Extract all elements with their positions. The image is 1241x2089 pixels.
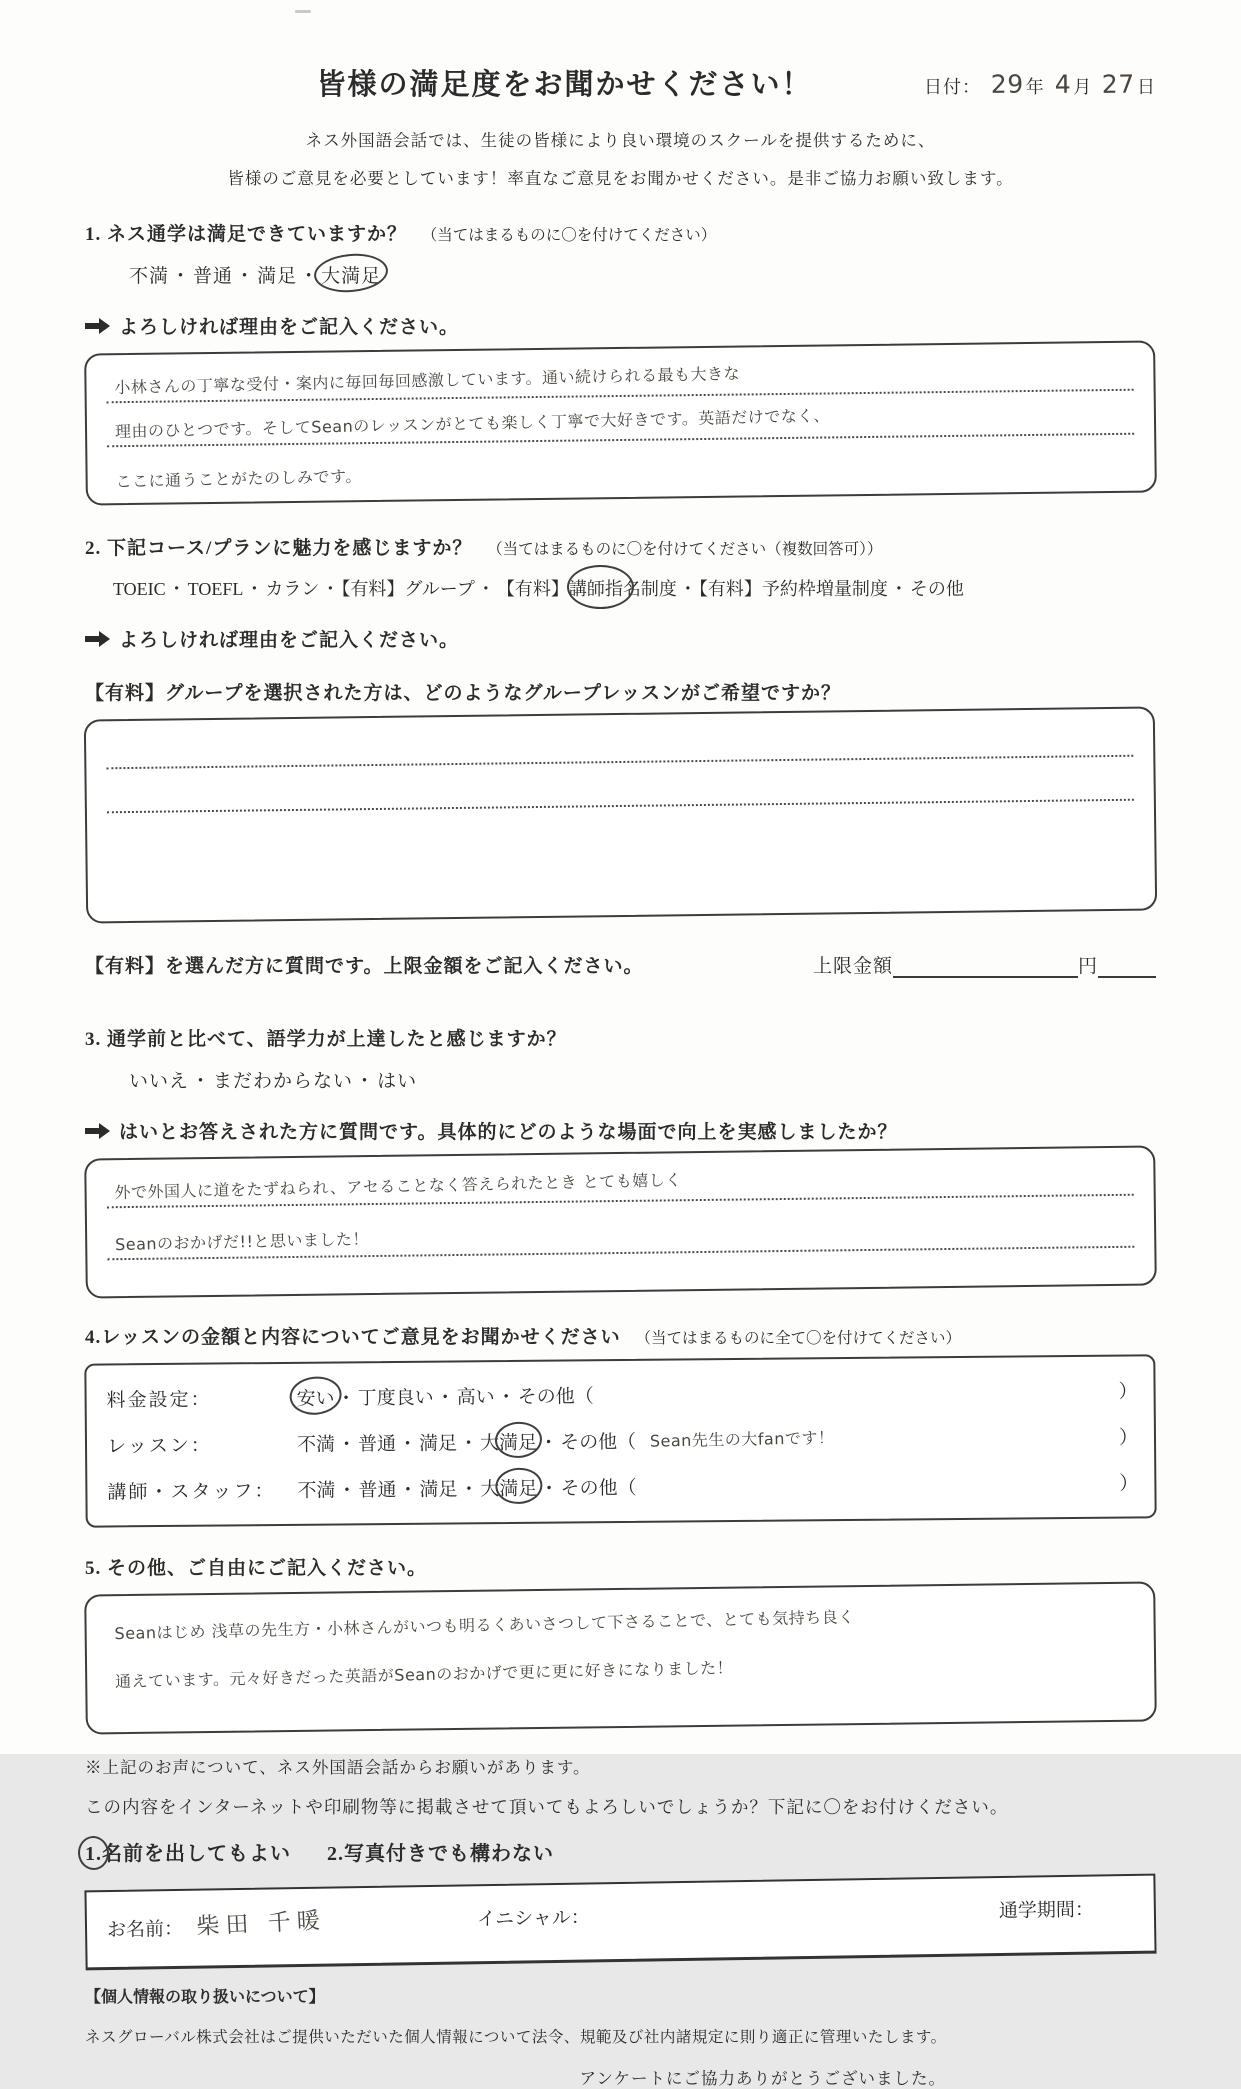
empty-space — [107, 801, 1135, 914]
option-separator: ・ — [235, 266, 255, 287]
option-separator: ・ — [497, 1381, 516, 1408]
q1-title: 1. ネス通学は満足できていますか？ — [85, 224, 407, 245]
q4-staff-option-fuman: 不満 — [297, 1475, 335, 1502]
handwritten-text: Sean先生の大fanです！ — [642, 1425, 835, 1452]
footer-note-2: この内容をインターネットや印刷物等に掲載させて頂いてもよろしいでしょうか？下記に〇をお付けください。 — [85, 1794, 1156, 1819]
q1-note: （当てはまるものに〇を付けてください） — [422, 227, 717, 244]
q1-heading — [85, 219, 1156, 246]
question-4 — [85, 1322, 1156, 1523]
q1-option-futsuu: 普通 — [193, 266, 233, 287]
option-separator: ・ — [539, 1473, 558, 1500]
q1-answer-box — [84, 340, 1157, 505]
consent-1-number-circled: 1. — [85, 1843, 102, 1866]
q2-options — [113, 575, 1156, 601]
q4-price-option-takai: 高い — [457, 1382, 495, 1409]
close-paren: ） — [1109, 1468, 1138, 1495]
q2-option-sonota: その他 — [910, 579, 964, 599]
q3-follow-prompt-row — [85, 1117, 1156, 1144]
date-year-value: 29 — [983, 70, 1024, 99]
yen-blank — [1098, 956, 1156, 978]
q1-option-fuman: 不満 — [129, 266, 169, 287]
q2-option-paid-group: 【有料】グループ — [341, 579, 475, 599]
date-month-unit: 月 — [1073, 77, 1092, 97]
page-title: 皆様の満足度をお聞かせください！ — [205, 62, 924, 103]
period-label: 通学期間： — [999, 1900, 1094, 1922]
thanks-message: アンケートにご協力ありがとうございました。 — [85, 2065, 1156, 2089]
q4-row-label: レッスン： — [107, 1429, 297, 1458]
q4-price-option-yasui-circled: 安い — [296, 1383, 334, 1410]
q2-option-paid-yoyaku: 【有料】予約枠増量制度 — [699, 579, 888, 599]
consent-option-2: 2.写真付きでも構わない — [327, 1837, 554, 1866]
q3-option-iie: いいえ — [129, 1071, 189, 1092]
option-separator: ・ — [168, 579, 186, 599]
q3-follow-prompt: はいとお答えされた方に質問です。具体的にどのような場面で向上を実感しましたか？ — [119, 1117, 897, 1144]
q2-title: 2. 下記コース/プランに魅力を感じますか？ — [85, 538, 472, 559]
footer-note-1: ※上記のお声について、ネス外国語会話からお願いがあります。 — [85, 1754, 1156, 1778]
handwritten-text: 通えています。元々好きだった英語がSeanのおかげで更に更に好きになりました！ — [107, 1655, 734, 1692]
q4-price-option-sonota: その他（ — [518, 1381, 594, 1409]
q4-row-label: 料金設定： — [106, 1383, 296, 1412]
q3-title: 3. 通学前と比べて、語学力が上達したと感じますか？ — [85, 1029, 567, 1050]
date-day-unit: 日 — [1137, 77, 1156, 97]
q4-lesson-option-sonota: その他（ — [560, 1426, 636, 1454]
q2-option-toeic: TOEIC — [113, 579, 166, 599]
q3-heading — [85, 1024, 1156, 1051]
q5-title: 5. その他、ご自由にご記入ください。 — [85, 1558, 427, 1579]
q2-heading — [85, 533, 1156, 560]
limit-amount-field — [813, 951, 1156, 978]
question-1 — [85, 219, 1156, 499]
date-field — [924, 48, 1156, 99]
limit-amount-blank — [893, 956, 1078, 978]
q2-group-answer-box — [84, 706, 1157, 923]
question-2 — [85, 533, 1156, 978]
q3-option-madawakaranai: まだわからない — [213, 1071, 353, 1092]
initial-label: イニシャル： — [477, 1907, 590, 1930]
q4-title: 4.レッスンの金額と内容についてご意見をお聞かせください — [85, 1327, 621, 1348]
header — [85, 48, 1156, 103]
handwritten-text: ここに通うことがたのしみです。 — [107, 464, 362, 493]
consent-option-1 — [85, 1837, 291, 1866]
option-separator: ・ — [477, 579, 495, 599]
period-field — [817, 1894, 1134, 1932]
option-separator: ・ — [459, 1474, 478, 1501]
q1-reason-prompt-row — [85, 312, 1156, 339]
q4-table — [84, 1354, 1156, 1527]
q4-note: （当てはまるものに全て〇を付けてください） — [635, 1330, 961, 1347]
option-separator: ・ — [398, 1428, 417, 1455]
q4-lesson-option-futsuu: 普通 — [358, 1428, 396, 1455]
q4-staff-option-daimanzoku-circled: 大満足 — [480, 1473, 537, 1500]
option-separator: ・ — [436, 1382, 455, 1409]
q4-price-option-choudoyoi: 丁度良い — [358, 1382, 434, 1410]
consent-1-text: 名前を出してもよい — [102, 1837, 291, 1866]
right-arrow-icon — [85, 1123, 112, 1139]
right-arrow-icon — [85, 318, 112, 334]
q2-reason-prompt-row — [85, 625, 1156, 652]
q4-heading — [85, 1322, 1156, 1349]
option-separator: ・ — [337, 1429, 356, 1456]
handwritten-text: Seanのおかげだ!!と思いました！ — [107, 1226, 369, 1255]
privacy-text: ネスグローバル株式会社はご提供いただいた個人情報について法令、規範及び社内諸規定に則り適正に管理いたします。 — [85, 2025, 1156, 2047]
name-value-handwritten: 柴田 千暖 — [182, 1902, 327, 1942]
option-separator: ・ — [679, 579, 697, 599]
question-5 — [85, 1553, 1156, 1728]
q3-options — [129, 1066, 1156, 1093]
option-separator: ・ — [321, 579, 339, 599]
name-field — [107, 1904, 477, 1943]
name-section-box — [84, 1874, 1156, 1971]
q4-row-label: 講師・スタッフ： — [107, 1475, 297, 1504]
option-separator: ・ — [890, 579, 908, 599]
q5-answer-box — [84, 1581, 1157, 1734]
q4-lesson-option-manzoku: 満足 — [419, 1428, 457, 1455]
close-paren: ） — [1108, 1376, 1137, 1403]
q1-reason-prompt: よろしければ理由をご記入ください。 — [119, 312, 459, 339]
q3-answer-box — [84, 1145, 1157, 1298]
date-label: 日付： — [924, 77, 981, 97]
date-year-unit: 年 — [1026, 77, 1045, 97]
intro-line-2: 皆様のご意見を必要としています！率直なご意見をお聞かせください。是非ご協力お願い致します。 — [85, 165, 1156, 189]
question-3 — [85, 1024, 1156, 1292]
option-separator: ・ — [336, 1383, 355, 1410]
q4-lesson-option-daimanzoku-circled: 大満足 — [480, 1427, 537, 1454]
option-separator: ・ — [299, 266, 319, 287]
option-separator: ・ — [459, 1428, 478, 1455]
handwritten-text: Seanはじめ 浅草の先生方・小林さんがいつも明るくあいさつして下さることで、とても気持ち良く — [106, 1604, 855, 1644]
q2-option-paid-shimei-circled: 【有料】講師指名制度 — [497, 575, 677, 601]
q2-reason-prompt: よろしければ理由をご記入ください。 — [119, 625, 459, 652]
q2-note: （当てはまるものに〇を付けてください（複数回答可）） — [487, 541, 882, 558]
privacy-title: 【個人情報の取り扱いについて】 — [85, 1984, 1156, 2007]
initial-field — [477, 1899, 817, 1937]
q2-paid-question: 【有料】を選んだ方に質問です。上限金額をご記入ください。 — [85, 951, 643, 978]
q4-lesson-option-fuman: 不満 — [297, 1429, 335, 1456]
option-separator: ・ — [398, 1474, 417, 1501]
option-separator: ・ — [171, 266, 191, 287]
right-arrow-icon — [85, 631, 112, 647]
q5-heading — [85, 1553, 1156, 1580]
q2-paid-row — [85, 951, 1156, 978]
q1-option-manzoku: 満足 — [257, 266, 297, 287]
date-month-value: 4 — [1046, 70, 1071, 99]
q4-staff-option-sonota: その他（ — [560, 1472, 636, 1500]
intro-line-1: ネス外国語会話では、生徒の皆様により良い環境のスクールを提供するために、 — [85, 127, 1156, 151]
option-separator: ・ — [355, 1071, 375, 1092]
q3-option-hai: はい — [377, 1071, 417, 1092]
footer — [85, 1754, 1156, 2089]
handwritten-text: 理由のひとつです。そしてSeanのレッスンがとても楽しく丁寧で大好きです。英語だけでなく、 — [107, 403, 830, 442]
q2-group-question: 【有料】グループを選択された方は、どのようなグループレッスンがご希望ですか？ — [85, 678, 1156, 705]
name-label: お名前： — [107, 1914, 183, 1942]
yen-label: 円 — [1078, 951, 1098, 978]
date-day-value: 27 — [1094, 70, 1135, 99]
limit-label: 上限金額 — [813, 951, 893, 978]
q4-staff-option-manzoku: 満足 — [419, 1474, 457, 1501]
option-separator: ・ — [539, 1427, 558, 1454]
q2-option-callan: カラン — [265, 579, 319, 599]
q1-options — [129, 261, 1156, 288]
handwritten-text: 小林さんの丁寧な受付・案内に毎回毎回感激しています。通い続けられる最も大きな — [106, 361, 740, 398]
option-separator: ・ — [245, 579, 263, 599]
option-separator: ・ — [191, 1071, 211, 1092]
q2-option-toefl: TOEFL — [188, 579, 244, 599]
q4-staff-option-futsuu: 普通 — [358, 1474, 396, 1501]
q1-option-daimanzoku-circled: 大満足 — [321, 261, 381, 288]
q4-row-staff — [107, 1458, 1138, 1513]
option-separator: ・ — [337, 1475, 356, 1502]
consent-options — [85, 1837, 1156, 1866]
scan-artifact — [295, 10, 311, 13]
close-paren: ） — [1109, 1422, 1138, 1449]
handwritten-text: 外で外国人に道をたずねられ、アセることなく答えられたとき とても嬉しく — [106, 1167, 682, 1203]
